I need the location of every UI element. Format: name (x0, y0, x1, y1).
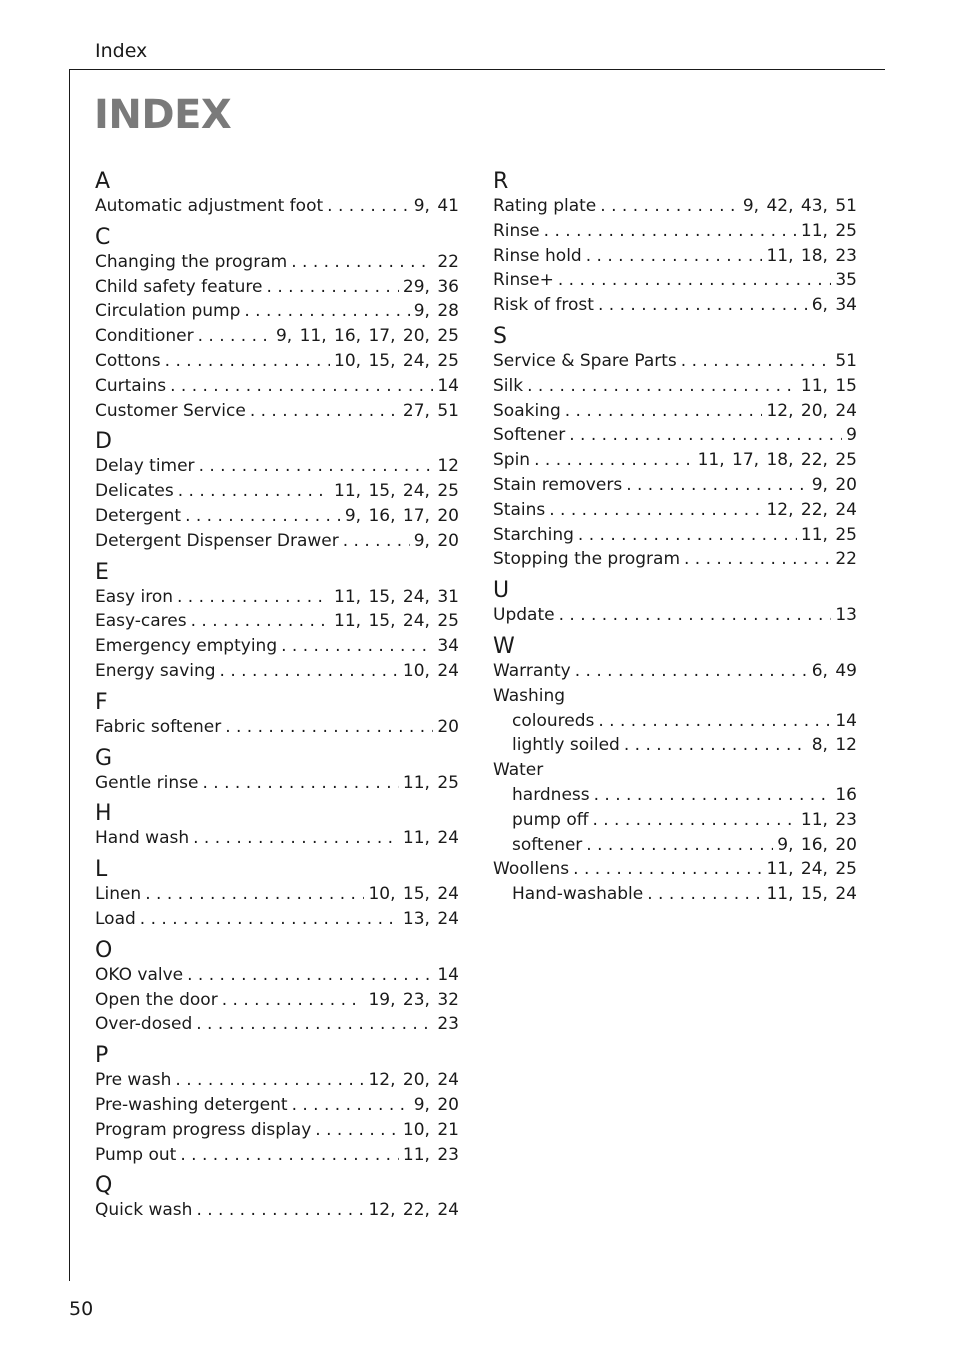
dot-leader (559, 603, 832, 628)
dot-leader (315, 1118, 399, 1143)
dot-leader (177, 585, 330, 610)
entry-term: Stain removers (493, 474, 623, 495)
dot-leader (222, 988, 365, 1013)
entry-pages: 23 (437, 1014, 459, 1035)
index-section-h (95, 795, 459, 851)
entry-pages: 11, 15, 24, 25 (334, 611, 459, 632)
index-entry-pre-washing-detergent (95, 1093, 459, 1118)
index-section-e (95, 554, 459, 684)
index-entry-stains (493, 498, 857, 523)
dot-leader (225, 715, 433, 740)
index-entry-stain-removers (493, 473, 857, 498)
header-rule (69, 69, 885, 70)
entry-term: OKO valve (95, 964, 184, 985)
index-entry-open-the-door (95, 988, 459, 1013)
entry-term: Water (493, 760, 544, 781)
entry-term: Fabric softener (95, 716, 222, 737)
dot-leader (647, 882, 762, 907)
index-entry-rinse-hold (493, 244, 857, 269)
dot-leader (626, 473, 808, 498)
section-letter: S (493, 323, 507, 349)
entry-term: Detergent Dispenser Drawer (95, 530, 339, 551)
entry-pages: 11, 23 (402, 1144, 459, 1165)
entry-pages: 9, 20 (413, 530, 459, 551)
section-letter: D (95, 429, 112, 455)
entry-term: Cottons (95, 350, 161, 371)
entry-term: Warranty (493, 660, 571, 681)
index-column-left (95, 163, 459, 1223)
index-entry-stopping-the-program (493, 547, 857, 572)
index-section-f (95, 684, 459, 740)
entry-term: Linen (95, 884, 142, 905)
index-entry-rinse (493, 268, 857, 293)
section-letter: H (95, 801, 112, 827)
dot-leader (140, 907, 399, 932)
entry-pages: 11, 24, 25 (766, 859, 857, 880)
dot-leader (534, 448, 694, 473)
index-section-g (95, 740, 459, 796)
entry-pages: 13 (835, 605, 857, 626)
dot-leader (196, 1198, 364, 1223)
dot-leader (185, 504, 341, 529)
entry-pages: 10, 15, 24 (368, 884, 459, 905)
index-entry-service-spare-parts (493, 349, 857, 374)
dot-leader (220, 659, 399, 684)
dot-leader (586, 244, 763, 269)
dot-leader (578, 523, 797, 548)
index-entry-quick-wash (95, 1198, 459, 1223)
entry-term: Rating plate (493, 196, 597, 216)
entry-term: Curtains (95, 375, 167, 396)
index-entry-starching (493, 523, 857, 548)
entry-term: coloureds (512, 710, 595, 731)
entry-pages: 11, 25 (402, 772, 459, 793)
entry-pages: 22 (835, 549, 857, 570)
entry-term: Spin (493, 450, 531, 471)
index-entry-load (95, 907, 459, 932)
entry-pages: 35 (835, 270, 857, 291)
entry-term: Starching (493, 524, 574, 545)
entry-pages: 22 (437, 251, 459, 272)
index-entry-detergent-dispenser-drawer (95, 529, 459, 554)
dot-leader (196, 1012, 433, 1037)
section-letter: E (95, 559, 109, 585)
dot-leader (180, 1143, 399, 1168)
index-entry-cottons (95, 349, 459, 374)
entry-pages: 9, 41 (413, 196, 459, 216)
index-entry-changing-the-program (95, 250, 459, 275)
dot-leader (170, 374, 433, 399)
entry-pages: 9 (846, 425, 857, 446)
index-entry-softener (493, 423, 857, 448)
entry-term: Changing the program (95, 251, 288, 272)
entry-term: Hand wash (95, 828, 190, 849)
dot-leader (573, 857, 762, 882)
index-entry-spin (493, 448, 857, 473)
page-title: INDEX (94, 92, 232, 138)
dot-leader (175, 1068, 364, 1093)
index-entry-circulation-pump (95, 299, 459, 324)
dot-leader (544, 219, 797, 244)
entry-pages: 9, 42, 43, 51 (742, 196, 857, 216)
entry-pages: 11, 15, 24, 31 (334, 586, 459, 607)
index-entry-child-safety-feature (95, 275, 459, 300)
index-entry-delicates (95, 479, 459, 504)
entry-term: lightly soiled (512, 735, 620, 756)
dot-leader (202, 771, 398, 796)
dot-leader (198, 324, 272, 349)
entry-term: softener (512, 834, 583, 855)
entry-term: Washing (493, 685, 566, 706)
index-entry-lightly-soiled (493, 733, 857, 758)
entry-pages: 16 (835, 784, 857, 805)
index-entry-easy-iron (95, 585, 459, 610)
entry-pages: 11, 23 (800, 809, 857, 830)
section-letter: W (493, 633, 515, 659)
index-entry-coloureds (493, 709, 857, 734)
entry-term: Pump out (95, 1144, 177, 1165)
entry-pages: 12, 20, 24 (766, 400, 857, 421)
entry-pages: 9, 28 (413, 301, 459, 322)
index-section-o (95, 932, 459, 1037)
entry-term: Easy iron (95, 586, 173, 607)
dot-leader (549, 498, 762, 523)
index-entry-washing (493, 684, 857, 709)
index-entry-risk-of-frost (493, 293, 857, 318)
entry-term: Stopping the program (493, 549, 680, 570)
entry-term: Rinse hold (493, 245, 582, 266)
section-letter: A (95, 169, 111, 194)
entry-pages: 10, 24 (402, 660, 459, 681)
index-entry-woollens (493, 857, 857, 882)
index-section-u (493, 572, 857, 628)
entry-term: Pre wash (95, 1070, 172, 1091)
index-section-d (95, 423, 459, 553)
dot-leader (592, 808, 796, 833)
entry-term: Hand-washable (512, 884, 644, 905)
section-letter: U (493, 578, 510, 604)
entry-pages: 34 (437, 636, 459, 657)
index-entry-silk (493, 374, 857, 399)
entry-term: Service & Spare Parts (493, 350, 677, 371)
entry-pages: 13, 24 (402, 908, 459, 929)
entry-term: Energy saving (95, 660, 216, 681)
index-entry-pre-wash (95, 1068, 459, 1093)
dot-leader (343, 529, 410, 554)
dot-leader (327, 194, 410, 219)
entry-pages: 8, 12 (811, 735, 857, 756)
entry-term: Softener (493, 425, 566, 446)
entry-term: Program progress display (95, 1119, 312, 1140)
section-letter: G (95, 745, 113, 771)
section-letter: L (95, 857, 108, 883)
dot-leader (292, 1093, 410, 1118)
dot-leader (684, 547, 831, 572)
dot-leader (178, 479, 330, 504)
entry-term: Rinse+ (493, 270, 554, 291)
index-entry-linen (95, 882, 459, 907)
entry-pages: 14 (835, 710, 857, 731)
entry-term: Risk of frost (493, 295, 594, 316)
index-entry-soaking (493, 399, 857, 424)
section-letter: C (95, 224, 111, 250)
index-section-c (95, 219, 459, 424)
entry-term: Detergent (95, 505, 182, 526)
entry-term: Customer Service (95, 400, 246, 421)
entry-term: Rinse (493, 220, 540, 241)
entry-term: Conditioner (95, 326, 194, 347)
entry-term: Load (95, 908, 136, 929)
entry-pages: 27, 51 (402, 400, 459, 421)
index-entry-oko-valve (95, 963, 459, 988)
page-number: 50 (69, 1298, 94, 1320)
entry-term: Easy-cares (95, 611, 187, 632)
index-entry-over-dosed (95, 1012, 459, 1037)
entry-pages: 9, 16, 20 (777, 834, 857, 855)
entry-pages: 9, 16, 17, 20 (344, 505, 459, 526)
index-entry-pump-off (493, 808, 857, 833)
index-entry-warranty (493, 659, 857, 684)
section-letter: O (95, 937, 113, 963)
index-section-w (493, 628, 857, 907)
dot-leader (575, 659, 808, 684)
entry-pages: 10, 21 (402, 1119, 459, 1140)
entry-term: pump off (512, 809, 589, 830)
entry-pages: 10, 15, 24, 25 (334, 350, 459, 371)
dot-leader (250, 399, 399, 424)
dot-leader (600, 194, 739, 219)
index-column-right (493, 163, 857, 907)
dot-leader (569, 423, 842, 448)
dot-leader (527, 374, 797, 399)
index-entry-energy-saving (95, 659, 459, 684)
index-entry-program-progress-display (95, 1118, 459, 1143)
entry-pages: 29, 36 (402, 276, 459, 297)
dot-leader (165, 349, 330, 374)
dot-leader (281, 634, 433, 659)
dot-leader (244, 299, 409, 324)
dot-leader (594, 783, 832, 808)
entry-term: Quick wash (95, 1200, 193, 1221)
entry-term: Silk (493, 375, 524, 396)
entry-pages: 19, 23, 32 (368, 989, 459, 1010)
entry-pages: 11, 15 (800, 375, 857, 396)
dot-leader (586, 833, 773, 858)
entry-term: Stains (493, 499, 546, 520)
entry-term: Update (493, 605, 555, 626)
index-entry-conditioner (95, 324, 459, 349)
entry-pages: 9, 20 (413, 1094, 459, 1115)
entry-pages: 12, 20, 24 (368, 1070, 459, 1091)
index-section-q (95, 1167, 459, 1223)
dot-leader (291, 250, 433, 275)
index-entry-curtains (95, 374, 459, 399)
index-entry-rating-plate (493, 194, 857, 219)
entry-term: Automatic adjustment foot (95, 196, 324, 216)
entry-pages: 11, 24 (402, 828, 459, 849)
dot-leader (187, 963, 433, 988)
entry-pages: 12, 22, 24 (766, 499, 857, 520)
entry-term: Woollens (493, 859, 570, 880)
dot-leader (145, 882, 364, 907)
index-entry-gentle-rinse (95, 771, 459, 796)
entry-pages: 12 (437, 456, 459, 477)
entry-term: Pre-washing detergent (95, 1094, 288, 1115)
dot-leader (191, 609, 330, 634)
entry-pages: 12, 22, 24 (368, 1200, 459, 1221)
index-entry-emergency-emptying (95, 634, 459, 659)
index-entry-delay-timer (95, 454, 459, 479)
index-section-p (95, 1037, 459, 1167)
entry-term: Soaking (493, 400, 561, 421)
margin-rule (69, 69, 70, 1281)
dot-leader (624, 733, 808, 758)
entry-pages: 6, 34 (811, 295, 857, 316)
index-entry-easy-cares (95, 609, 459, 634)
entry-pages: 11, 15, 24 (766, 884, 857, 905)
entry-pages: 14 (437, 375, 459, 396)
index-entry-hand-wash (95, 826, 459, 851)
entry-term: Delicates (95, 481, 174, 502)
index-entry-customer-service (95, 399, 459, 424)
dot-leader (199, 454, 434, 479)
section-letter: Q (95, 1173, 113, 1199)
entry-pages: 11, 25 (800, 524, 857, 545)
index-entry-softener (493, 833, 857, 858)
entry-term: Over-dosed (95, 1014, 193, 1035)
entry-pages: 14 (437, 964, 459, 985)
entry-pages: 11, 17, 18, 22, 25 (697, 450, 857, 471)
index-entry-update (493, 603, 857, 628)
entry-pages: 11, 25 (800, 220, 857, 241)
index-entry-pump-out (95, 1143, 459, 1168)
index-section-a (95, 163, 459, 219)
entry-pages: 9, 20 (811, 474, 857, 495)
entry-pages: 9, 11, 16, 17, 20, 25 (275, 326, 459, 347)
entry-term: Child safety feature (95, 276, 263, 297)
index-section-s (493, 318, 857, 572)
entry-pages: 20 (437, 716, 459, 737)
index-entry-water (493, 758, 857, 783)
dot-leader (193, 826, 399, 851)
dot-leader (681, 349, 832, 374)
index-section-r (493, 163, 857, 318)
index-entry-detergent (95, 504, 459, 529)
index-section-l (95, 851, 459, 932)
entry-term: Emergency emptying (95, 636, 278, 657)
section-letter: R (493, 169, 509, 194)
index-entry-hardness (493, 783, 857, 808)
entry-term: Gentle rinse (95, 772, 199, 793)
section-letter: F (95, 689, 108, 715)
dot-leader (598, 709, 831, 734)
index-entry-fabric-softener (95, 715, 459, 740)
entry-term: hardness (512, 784, 590, 805)
entry-pages: 6, 49 (811, 660, 857, 681)
index-entry-automatic-adjustment-foot (95, 194, 459, 219)
running-head: Index (95, 40, 148, 62)
entry-term: Delay timer (95, 456, 195, 477)
index-entry-rinse (493, 219, 857, 244)
section-letter: P (95, 1043, 109, 1069)
entry-term: Open the door (95, 989, 218, 1010)
dot-leader (558, 268, 831, 293)
entry-pages: 51 (835, 350, 857, 371)
dot-leader (565, 399, 763, 424)
dot-leader (598, 293, 808, 318)
entry-pages: 11, 18, 23 (766, 245, 857, 266)
dot-leader (267, 275, 399, 300)
entry-pages: 11, 15, 24, 25 (334, 481, 459, 502)
index-entry-hand-washable (493, 882, 857, 907)
entry-term: Circulation pump (95, 301, 241, 322)
